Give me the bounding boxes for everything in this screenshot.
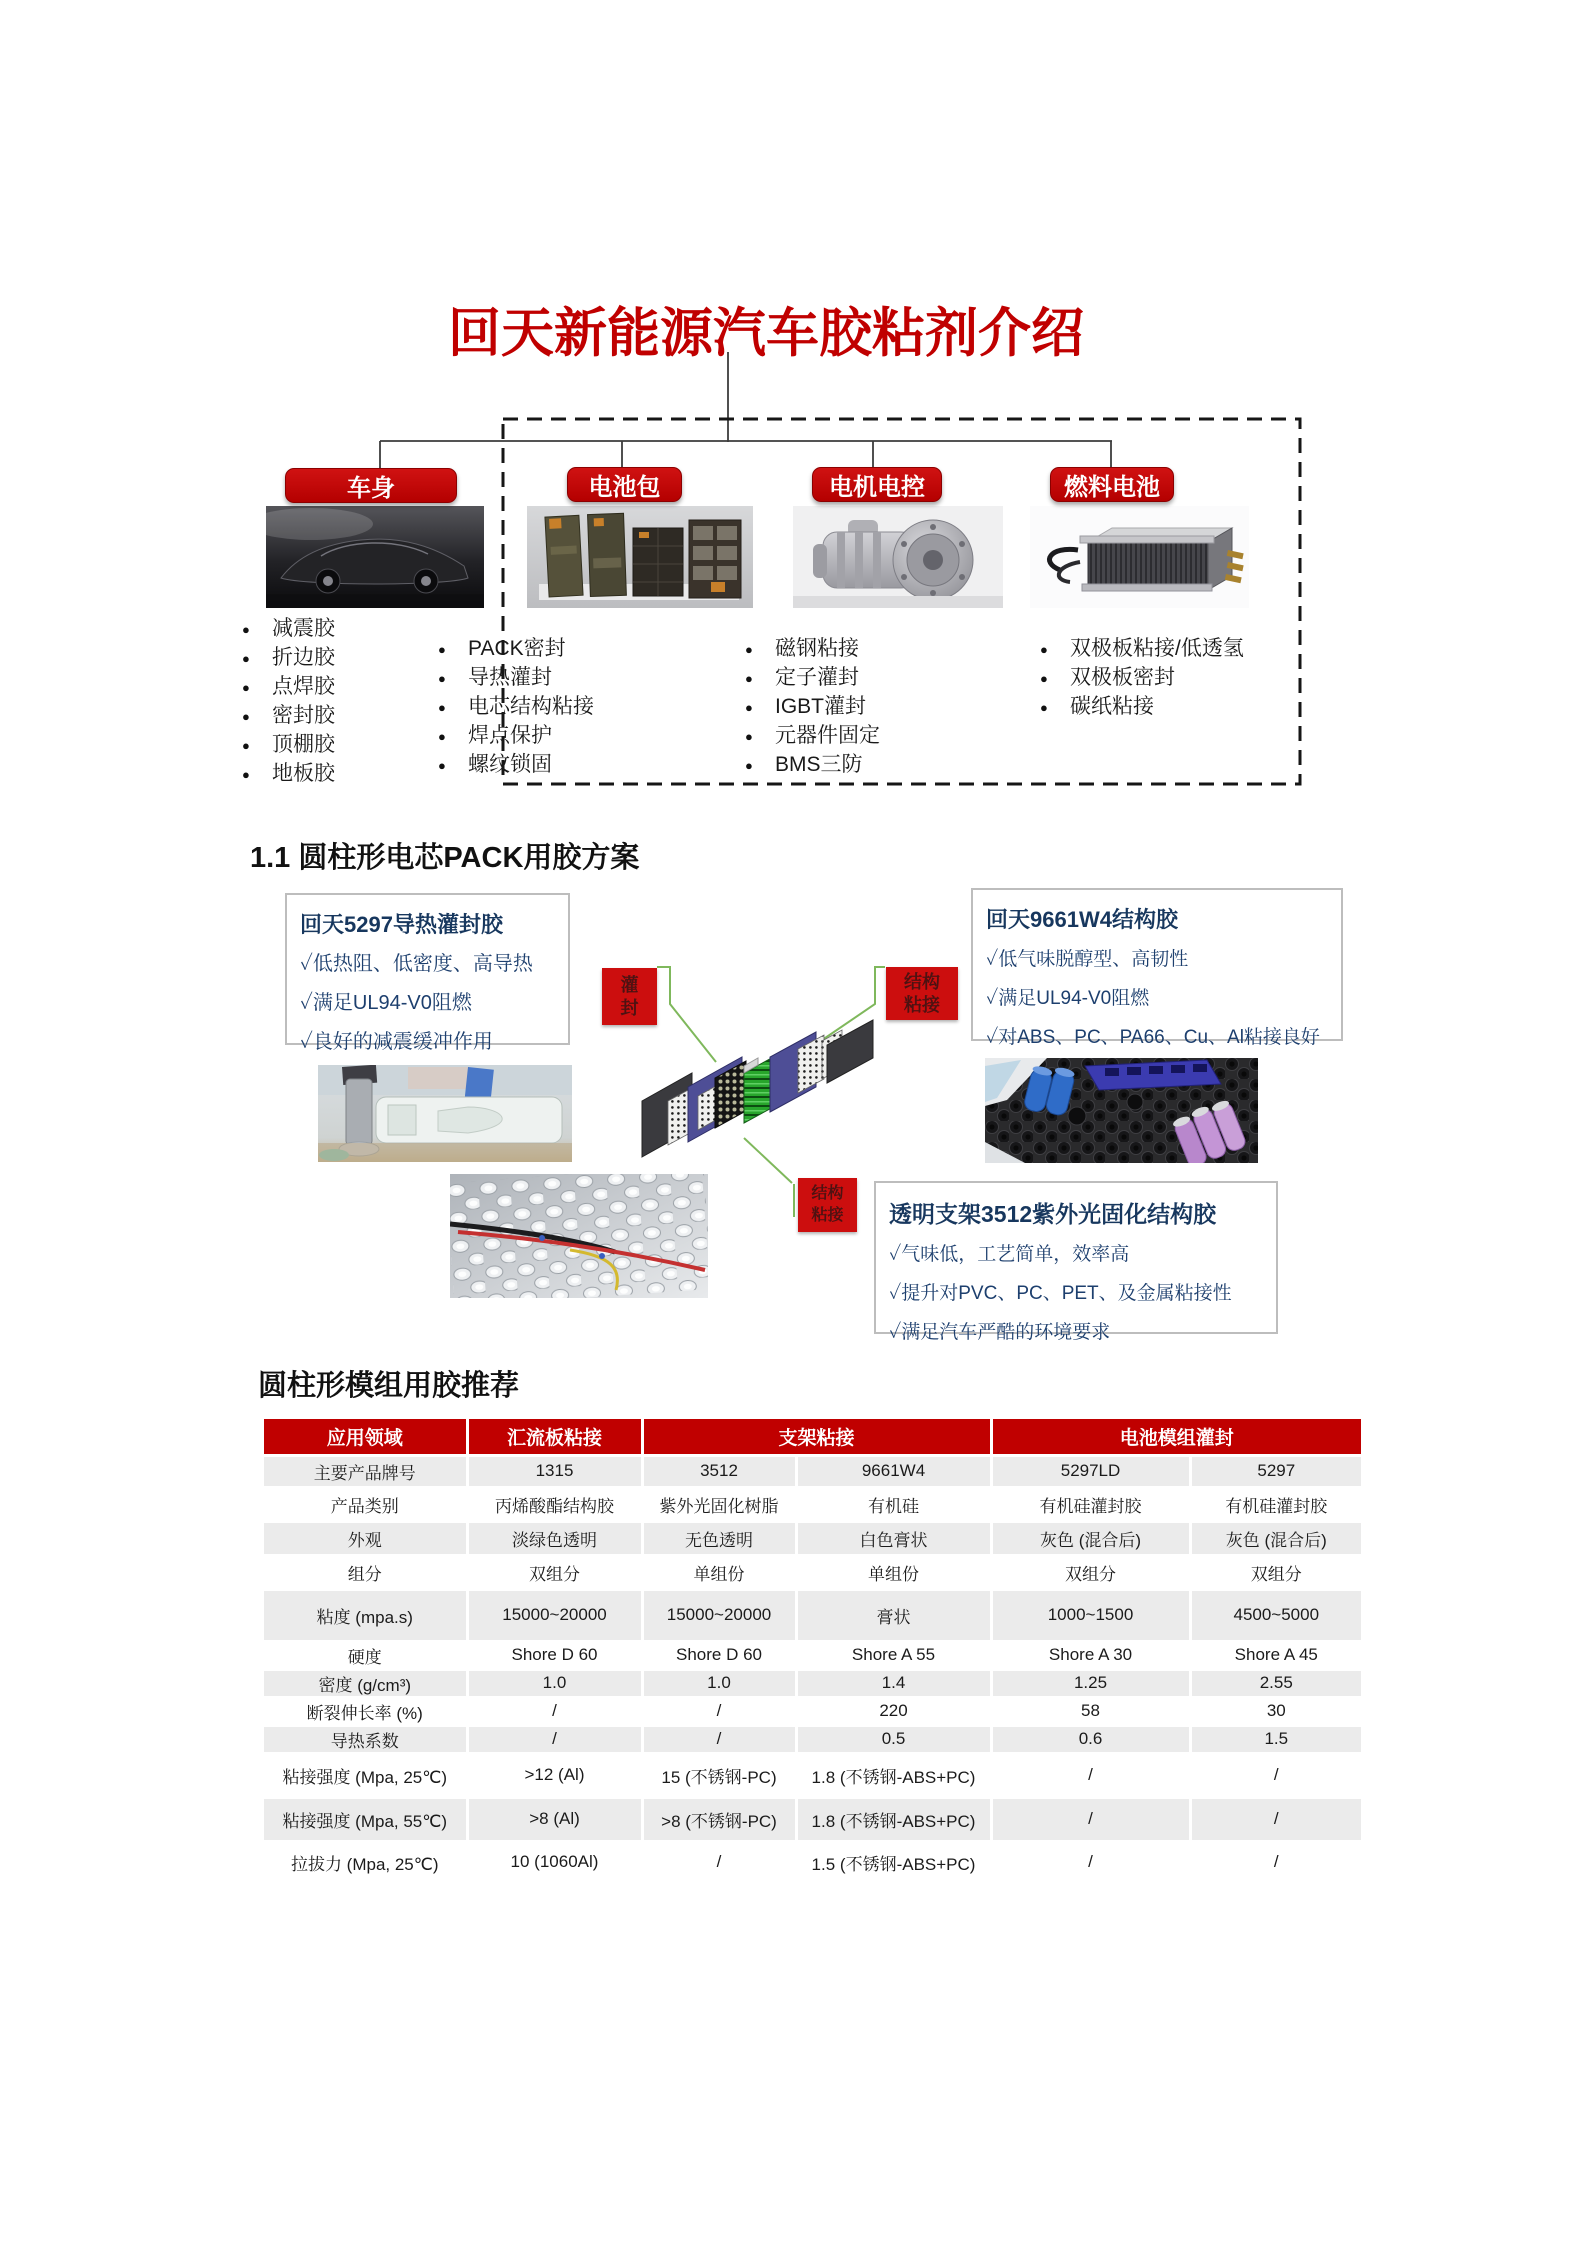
row-label: 组分 (264, 1555, 467, 1589)
battery-pack-image (527, 506, 753, 608)
table-row (264, 1455, 1361, 1487)
tag-line: 结构 (811, 1185, 844, 1202)
section-heading: 1.1 圆柱形电芯PACK用胶方案 (250, 842, 640, 874)
clear-plate-image (450, 1174, 708, 1298)
category-label: 车身 (347, 475, 395, 502)
cell: 有机硅 (796, 1487, 991, 1521)
cell: 0.5 (796, 1725, 991, 1753)
cell: 膏状 (796, 1589, 991, 1641)
callout-5297 (285, 893, 570, 1053)
tag-structural-top (886, 967, 958, 1020)
cell: 3512 (642, 1455, 796, 1487)
tag-potting (602, 968, 657, 1025)
list-item: ● 密封胶 (242, 701, 335, 730)
cell: 15000~20000 (467, 1589, 642, 1641)
tag-line: 结构 (904, 971, 940, 992)
potting-process-image (318, 1065, 572, 1162)
list-item: ● 双极板密封 (1040, 663, 1244, 692)
callout-title: 回天5297导热灌封胶 (300, 912, 503, 937)
cell: 15 (不锈钢-PC) (642, 1753, 796, 1797)
cell: 1.5 (不锈钢-ABS+PC) (796, 1841, 991, 1883)
tag-line: 封 (620, 997, 639, 1018)
list-item: ● PACK密封 (438, 634, 594, 663)
table-row (264, 1589, 1361, 1641)
cell: Shore A 45 (1190, 1641, 1361, 1669)
category-box-body (285, 468, 457, 503)
row-label: 拉拔力 (Mpa, 25℃) (264, 1841, 467, 1883)
cell: 15000~20000 (642, 1589, 796, 1641)
cell: 1315 (467, 1455, 642, 1487)
callout-item: ✓满足UL94-V0阻燃 (986, 988, 1150, 1009)
callout-item: ✓满足UL94-V0阻燃 (300, 992, 472, 1014)
list-item: ● 导热灌封 (438, 663, 594, 692)
list-item: ● 碳纸粘接 (1040, 692, 1244, 721)
cell: 1.8 (不锈钢-ABS+PC) (796, 1753, 991, 1797)
cell: >8 (不锈钢-PC) (642, 1797, 796, 1841)
cell: >8 (Al) (467, 1797, 642, 1841)
row-label: 主要产品牌号 (264, 1455, 467, 1487)
list-item: ● BMS三防 (745, 750, 880, 779)
cell: 单组份 (796, 1555, 991, 1589)
tag-line: 灌 (620, 974, 639, 995)
cell: 1.4 (796, 1669, 991, 1697)
cell-holder-image (985, 1058, 1258, 1163)
row-label: 密度 (g/cm³) (264, 1669, 467, 1697)
cell: 10 (1060Al) (467, 1841, 642, 1883)
list-item: ● 点焊胶 (242, 672, 335, 701)
list-item: ● 元器件固定 (745, 721, 880, 750)
callout-item: ✓低气味脱醇型、高韧性 (986, 949, 1189, 970)
callout-item: ✓气味低，工艺简单，效率高 (889, 1244, 1130, 1265)
cell: 1.0 (467, 1669, 642, 1697)
table-heading: 圆柱形模组用胶推荐 (258, 1370, 520, 1402)
cell: 有机硅灌封胶 (991, 1487, 1190, 1521)
row-label: 导热系数 (264, 1725, 467, 1753)
spec-table (264, 1419, 1361, 1885)
table-row (264, 1669, 1361, 1697)
cell: / (467, 1725, 642, 1753)
cell: 双组分 (991, 1555, 1190, 1589)
table-row (264, 1521, 1361, 1555)
list-item: ● 顶棚胶 (242, 730, 335, 759)
table-row (264, 1641, 1361, 1669)
bullet-list-fuel-cell (1040, 634, 1244, 721)
row-label: 外观 (264, 1521, 467, 1555)
cell: 1.5 (1190, 1725, 1361, 1753)
cell: Shore A 55 (796, 1641, 991, 1669)
module-exploded-diagram (640, 1015, 880, 1165)
row-label: 断裂伸长率 (%) (264, 1697, 467, 1725)
callout-3512 (874, 1181, 1278, 1343)
table-row (264, 1797, 1361, 1841)
table-row (264, 1725, 1361, 1753)
row-label: 粘接强度 (Mpa, 55℃) (264, 1797, 467, 1841)
cell: / (642, 1725, 796, 1753)
cell: 30 (1190, 1697, 1361, 1725)
category-box-fuel-cell (1050, 467, 1174, 502)
list-item: ● 减震胶 (242, 614, 335, 643)
list-item: ● 焊点保护 (438, 721, 594, 750)
cell: 5297LD (991, 1455, 1190, 1487)
cell: 9661W4 (796, 1455, 991, 1487)
cell: 0.6 (991, 1725, 1190, 1753)
cell: 无色透明 (642, 1521, 796, 1555)
cell: 双组分 (467, 1555, 642, 1589)
cell: 灰色 (混合后) (1190, 1521, 1361, 1555)
row-label: 硬度 (264, 1641, 467, 1669)
row-label: 粘接强度 (Mpa, 25℃) (264, 1753, 467, 1797)
header-cell-potting: 电池模组灌封 (991, 1419, 1361, 1455)
table-row (264, 1555, 1361, 1589)
bullet-list-body (242, 614, 335, 788)
cell: 220 (796, 1697, 991, 1725)
callout-item: ✓满足汽车严酷的环境要求 (889, 1322, 1111, 1343)
cell: 双组分 (1190, 1555, 1361, 1589)
list-item: ● IGBT灌封 (745, 692, 880, 721)
list-item: ● 折边胶 (242, 643, 335, 672)
list-item: ● 双极板粘接/低透氢 (1040, 634, 1244, 663)
cell: Shore A 30 (991, 1641, 1190, 1669)
table-header-row (264, 1419, 1361, 1455)
cell: Shore D 60 (642, 1641, 796, 1669)
cell: 有机硅灌封胶 (1190, 1487, 1361, 1521)
category-label: 燃料电池 (1064, 474, 1160, 501)
category-box-battery-pack (567, 467, 682, 502)
cell: 1000~1500 (991, 1589, 1190, 1641)
tag-structural-bottom (798, 1178, 857, 1232)
cell: >12 (Al) (467, 1753, 642, 1797)
cell: 4500~5000 (1190, 1589, 1361, 1641)
cell: / (1190, 1797, 1361, 1841)
car-image (266, 506, 484, 608)
header-cell-application: 应用领域 (264, 1419, 467, 1455)
category-label: 电机电控 (829, 474, 925, 501)
category-box-motor-control (812, 467, 942, 502)
callout-item: ✓对ABS、PC、PA66、Cu、Al粘接良好 (986, 1027, 1320, 1048)
callout-item: ✓提升对PVC、PC、PET、及金属粘接性 (889, 1283, 1232, 1304)
table-row (264, 1753, 1361, 1797)
list-item: ● 地板胶 (242, 759, 335, 788)
cell: 2.55 (1190, 1669, 1361, 1697)
cell: 5297 (1190, 1455, 1361, 1487)
table-row (264, 1841, 1361, 1883)
bullet-list-battery-pack (438, 634, 594, 779)
table-row (264, 1697, 1361, 1725)
cell: 灰色 (混合后) (991, 1521, 1190, 1555)
fuel-cell-image (1030, 506, 1249, 608)
cell: 单组份 (642, 1555, 796, 1589)
callout-item: ✓低热阻、低密度、高导热 (300, 953, 533, 975)
cell: / (642, 1841, 796, 1883)
list-item: ● 螺纹锁固 (438, 750, 594, 779)
callout-title: 回天9661W4结构胶 (986, 907, 1178, 932)
cell: 白色膏状 (796, 1521, 991, 1555)
cell: / (991, 1753, 1190, 1797)
cell: 1.8 (不锈钢-ABS+PC) (796, 1797, 991, 1841)
category-label: 电池包 (588, 474, 661, 501)
callout-title: 透明支架3512紫外光固化结构胶 (889, 1201, 1217, 1227)
row-label: 粘度 (mpa.s) (264, 1589, 467, 1641)
motor-image (793, 506, 1003, 608)
list-item: ● 定子灌封 (745, 663, 880, 692)
page-title: 回天新能源汽车胶粘剂介绍 (448, 304, 1084, 363)
table-row (264, 1487, 1361, 1521)
cell: 1.0 (642, 1669, 796, 1697)
cell: / (467, 1697, 642, 1725)
cell: 淡绿色透明 (467, 1521, 642, 1555)
row-label: 产品类别 (264, 1487, 467, 1521)
tag-line: 粘接 (811, 1207, 844, 1224)
tag-line: 粘接 (904, 994, 940, 1015)
list-item: ● 电芯结构粘接 (438, 692, 594, 721)
list-item: ● 磁钢粘接 (745, 634, 880, 663)
cell: 1.25 (991, 1669, 1190, 1697)
cell: / (1190, 1753, 1361, 1797)
cell: 丙烯酸酯结构胶 (467, 1487, 642, 1521)
callout-item: ✓良好的减震缓冲作用 (300, 1031, 493, 1053)
callout-9661w4 (971, 888, 1343, 1048)
cell: / (991, 1841, 1190, 1883)
header-cell-bracket: 支架粘接 (642, 1419, 991, 1455)
header-cell-busbar: 汇流板粘接 (467, 1419, 642, 1455)
cell: / (1190, 1841, 1361, 1883)
cell: / (991, 1797, 1190, 1841)
cell: 58 (991, 1697, 1190, 1725)
cell: / (642, 1697, 796, 1725)
bullet-list-motor-control (745, 634, 880, 779)
cell: Shore D 60 (467, 1641, 642, 1669)
cell: 紫外光固化树脂 (642, 1487, 796, 1521)
